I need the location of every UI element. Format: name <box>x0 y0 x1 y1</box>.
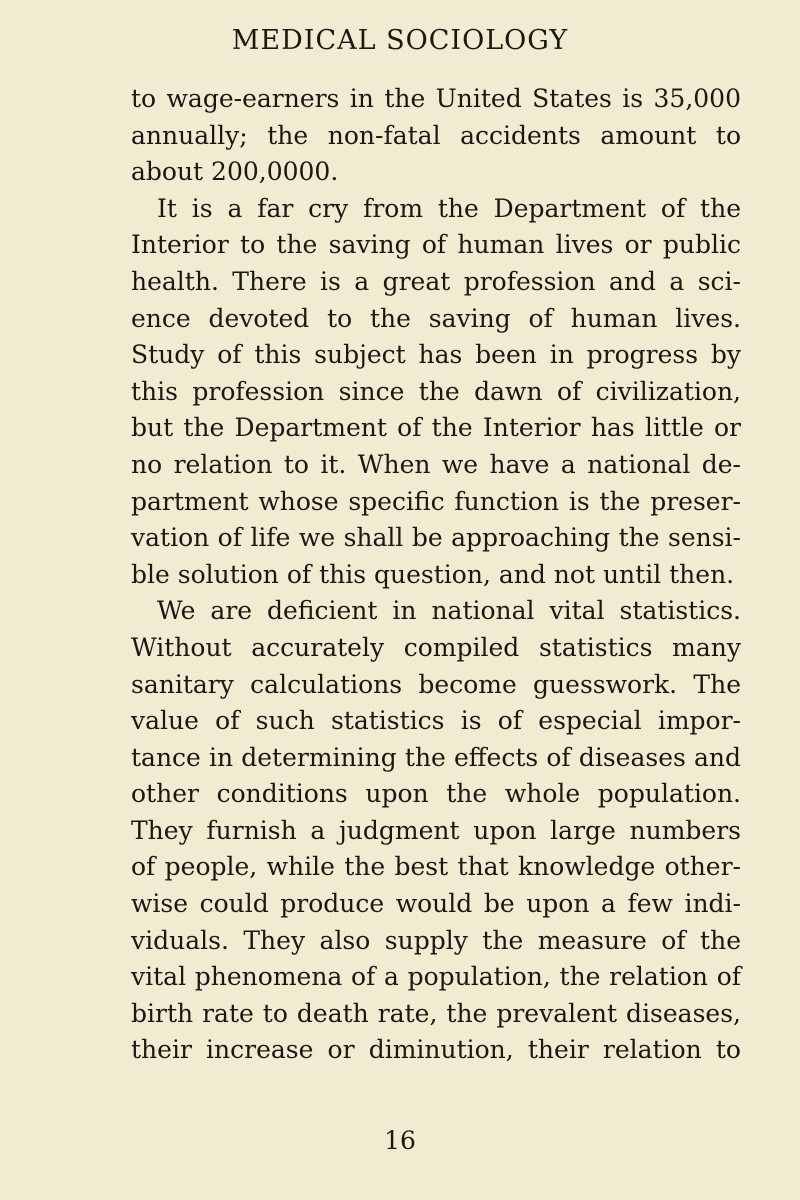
text-line: Study of this subject has been in progress by <box>131 340 741 370</box>
text-line: sanitary calculations become guesswork. The <box>131 669 741 699</box>
text-line: ence devoted to the saving of human lives. <box>131 303 741 333</box>
text-line: ble solution of this question, and not until then. <box>131 559 735 589</box>
body-text <box>131 81 741 1069</box>
text-line: viduals. They also supply the measure of the <box>131 925 741 955</box>
text-line: their increase or diminution, their relation to <box>131 1035 741 1065</box>
text-line: Without accurately compiled statistics many <box>131 632 741 662</box>
paragraph <box>131 593 741 1069</box>
text-line: no relation to it. When we have a national de- <box>131 449 741 479</box>
text-line: value of such statistics is of especial impor- <box>131 706 741 736</box>
text-line: birth rate to death rate, the prevalent diseases, <box>131 998 741 1028</box>
text-line: this profession since the dawn of civilization, <box>131 376 741 406</box>
text-line: wise could produce would be upon a few indi- <box>131 889 741 919</box>
text-line: about 200,0000. <box>131 157 339 187</box>
text-line: annually; the non-fatal accidents amount to <box>131 120 741 150</box>
text-line: Interior to the saving of human lives or public <box>131 230 741 260</box>
paragraph <box>131 81 741 191</box>
text-line: other conditions upon the whole population. <box>131 779 741 809</box>
text-line: of people, while the best that knowledge other- <box>131 852 741 882</box>
text-line: vital phenomena of a population, the relation of <box>131 962 741 992</box>
page-number: 16 <box>384 1126 416 1155</box>
text-line: vation of life we shall be approaching the sensi- <box>131 523 741 553</box>
text-line: partment whose specific function is the preser- <box>131 486 741 516</box>
text-line: We are deficient in national vital statistics. <box>157 596 741 626</box>
text-line: It is a far cry from the Department of the <box>157 193 741 223</box>
text-line: health. There is a great profession and a sci- <box>131 266 741 296</box>
paragraph <box>131 191 741 594</box>
text-line: They furnish a judgment upon large numbers <box>131 815 741 845</box>
text-line: to wage-earners in the United States is 35,000 <box>131 84 741 113</box>
text-line: but the Department of the Interior has little or <box>131 413 741 443</box>
running-head: MEDICAL SOCIOLOGY <box>231 25 569 56</box>
text-line: tance in determining the effects of diseases and <box>131 742 741 772</box>
